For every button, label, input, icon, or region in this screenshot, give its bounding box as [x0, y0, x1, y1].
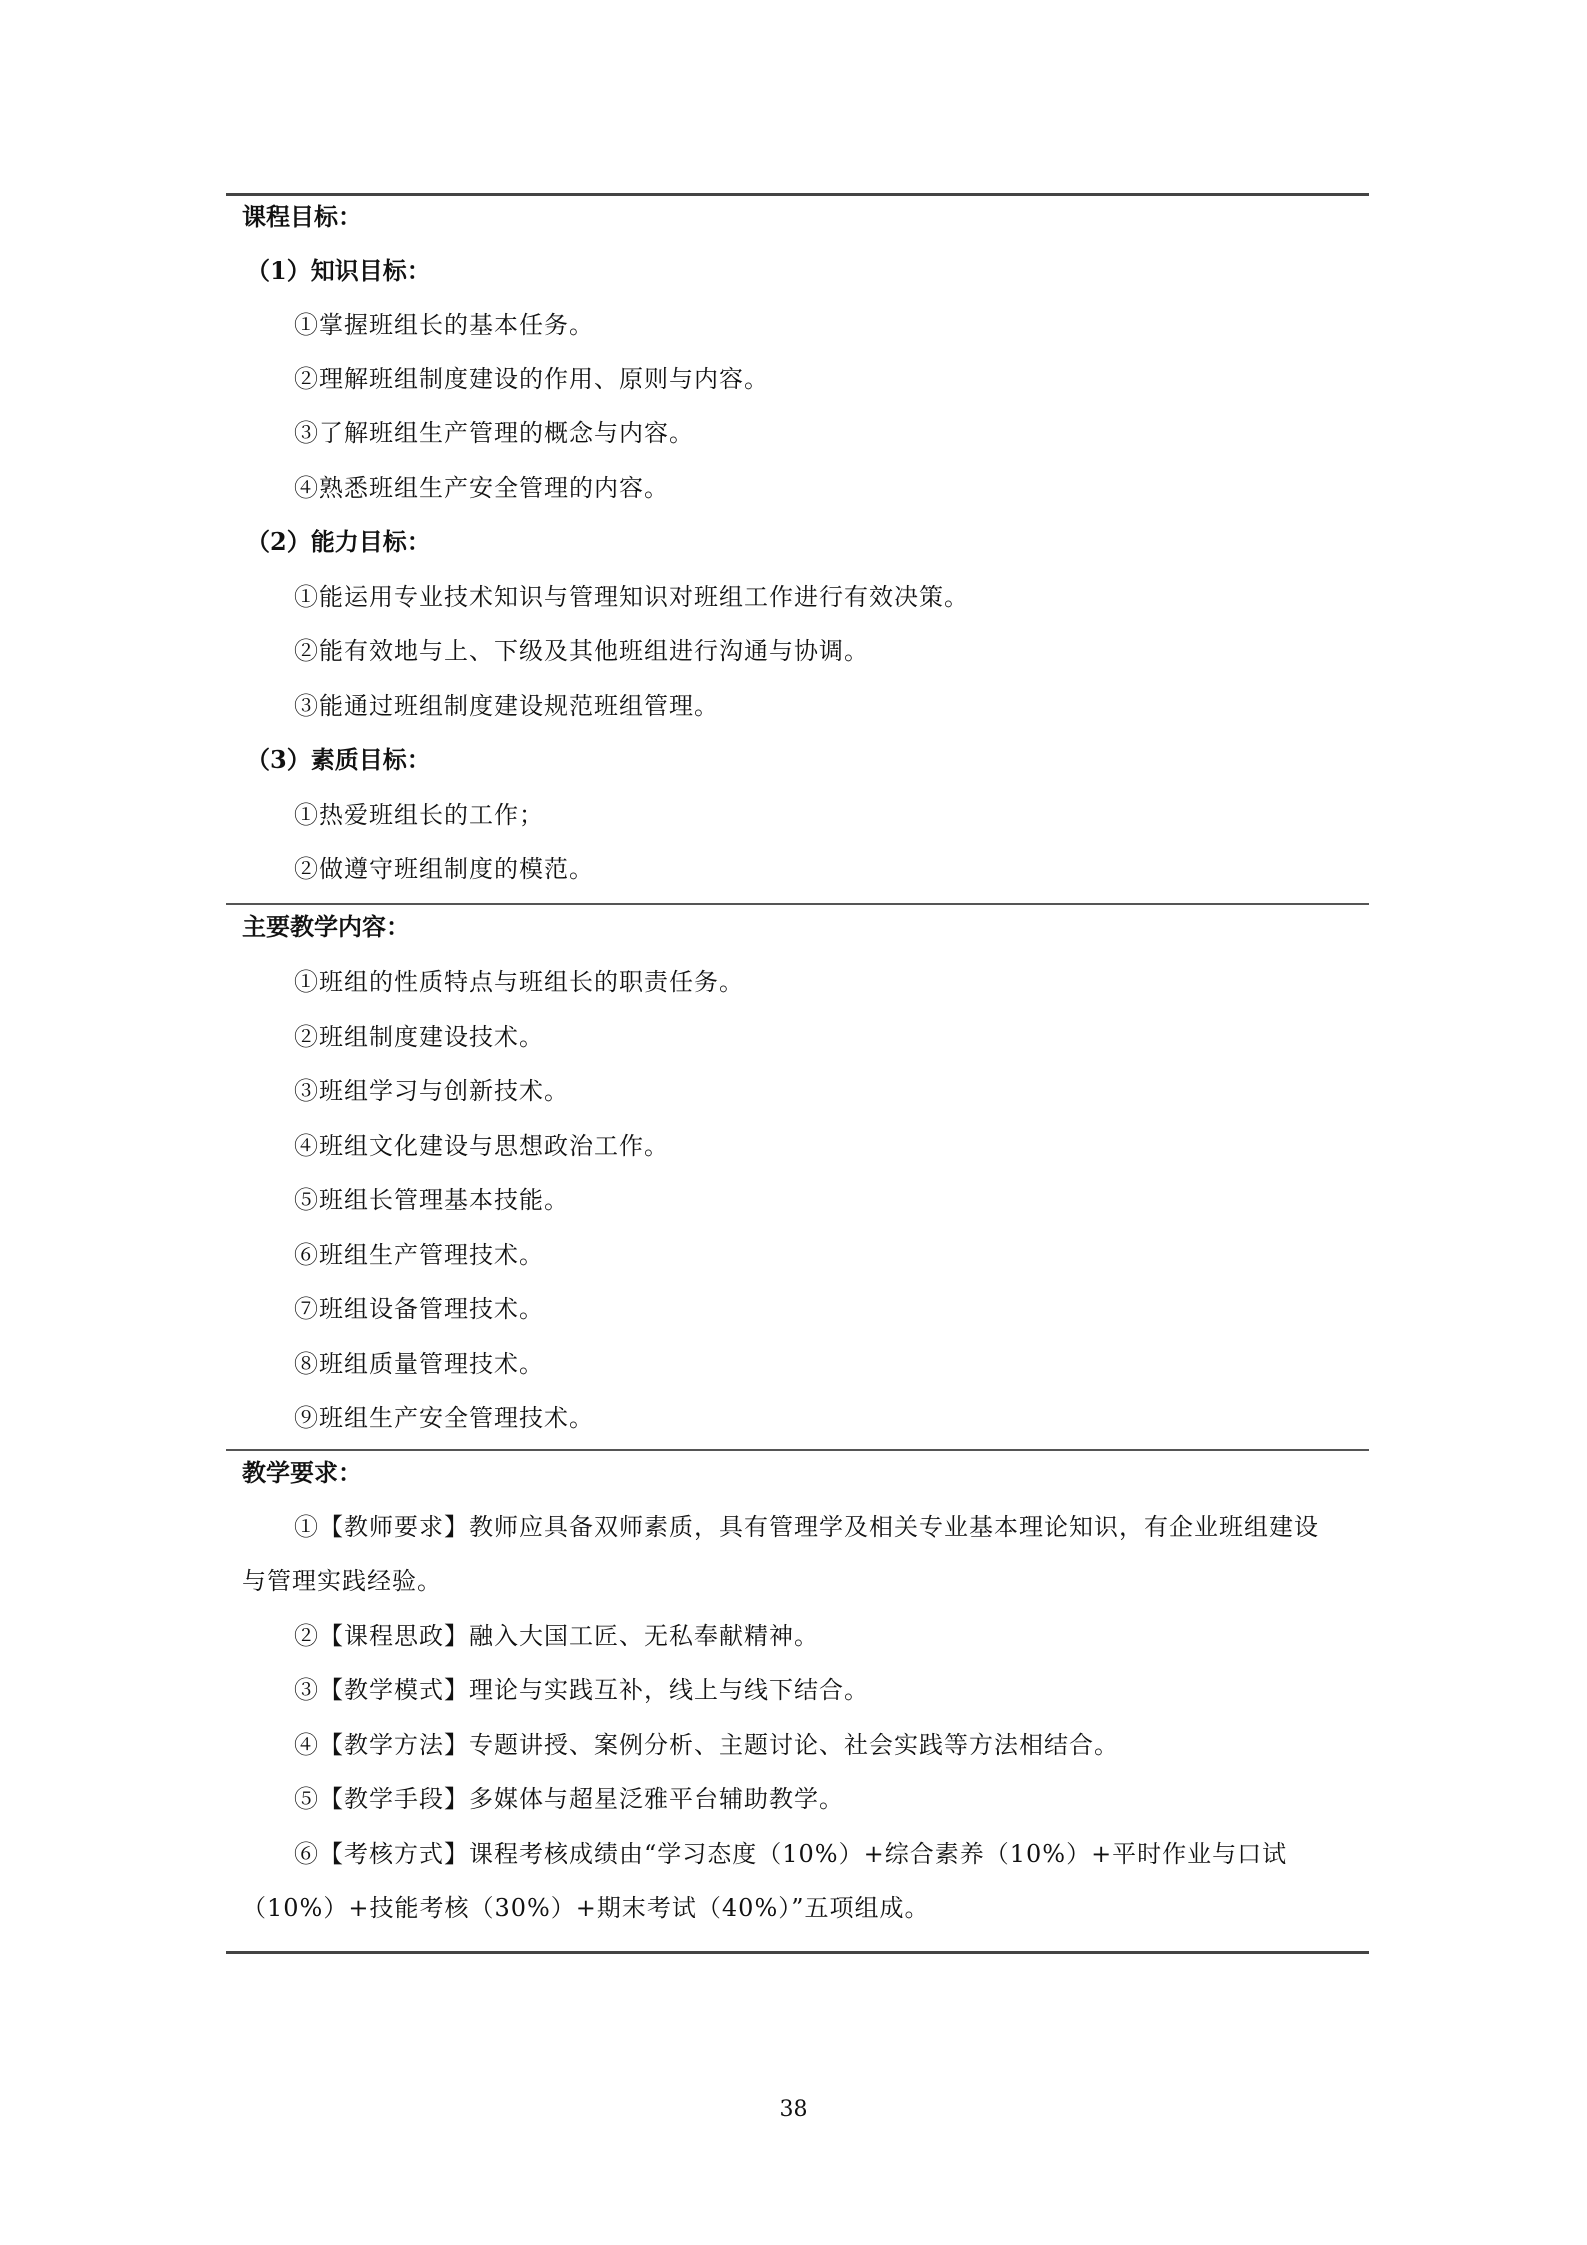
requirement-item: ⑥【考核方式】课程考核成绩由“学习态度（10%）+综合素养（10%）+平时作业与口试（10%）+技能考核（30%）+期末考试（40%）”五项组成。 — [242, 1840, 1288, 1922]
section-divider — [226, 1449, 1369, 1451]
objectives-heading: 课程目标： — [242, 202, 362, 231]
content-item: ⑥班组生产管理技术。 — [294, 1241, 544, 1269]
ability-item: ①能运用专业技术知识与管理知识对班组工作进行有效决策。 — [294, 583, 969, 611]
content-item: ②班组制度建设技术。 — [294, 1023, 544, 1051]
content-heading: 主要教学内容： — [242, 912, 410, 941]
quality-objectives-title: （3）素质目标： — [246, 745, 431, 774]
content-item: ③班组学习与创新技术。 — [294, 1077, 569, 1105]
content-item: ⑤班组长管理基本技能。 — [294, 1186, 569, 1214]
requirement-item: ②【课程思政】融入大国工匠、无私奉献精神。 — [294, 1622, 819, 1650]
content-item: ④班组文化建设与思想政治工作。 — [294, 1132, 669, 1160]
content-item: ⑦班组设备管理技术。 — [294, 1295, 544, 1323]
knowledge-item: ③了解班组生产管理的概念与内容。 — [294, 419, 694, 447]
requirement-item: ⑤【教学手段】多媒体与超星泛雅平台辅助教学。 — [294, 1785, 844, 1813]
ability-objectives-title: （2）能力目标： — [246, 527, 431, 556]
content-item: ⑨班组生产安全管理技术。 — [294, 1404, 594, 1432]
knowledge-objectives-title: （1）知识目标： — [246, 256, 431, 285]
content-item: ①班组的性质特点与班组长的职责任务。 — [294, 968, 744, 996]
content-item: ⑧班组质量管理技术。 — [294, 1350, 544, 1378]
quality-item: ②做遵守班组制度的模范。 — [294, 855, 594, 883]
requirements-heading: 教学要求： — [242, 1458, 362, 1487]
table-bottom-rule — [226, 1951, 1369, 1954]
table-top-rule — [226, 193, 1369, 196]
knowledge-item: ②理解班组制度建设的作用、原则与内容。 — [294, 365, 769, 393]
requirement-item: ③【教学模式】理论与实践互补，线上与线下结合。 — [294, 1676, 869, 1704]
ability-item: ②能有效地与上、下级及其他班组进行沟通与协调。 — [294, 637, 869, 665]
quality-item: ①热爱班组长的工作； — [294, 801, 544, 829]
page-number: 38 — [779, 2097, 808, 2122]
ability-item: ③能通过班组制度建设规范班组管理。 — [294, 692, 719, 720]
requirement-item: ④【教学方法】专题讲授、案例分析、主题讨论、社会实践等方法相结合。 — [294, 1731, 1119, 1759]
section-divider — [226, 903, 1369, 905]
requirement-item: ①【教师要求】教师应具备双师素质，具有管理学及相关专业基本理论知识，有企业班组建设与管理实践经验。 — [242, 1513, 1319, 1595]
knowledge-item: ①掌握班组长的基本任务。 — [294, 311, 594, 339]
knowledge-item: ④熟悉班组生产安全管理的内容。 — [294, 474, 669, 502]
